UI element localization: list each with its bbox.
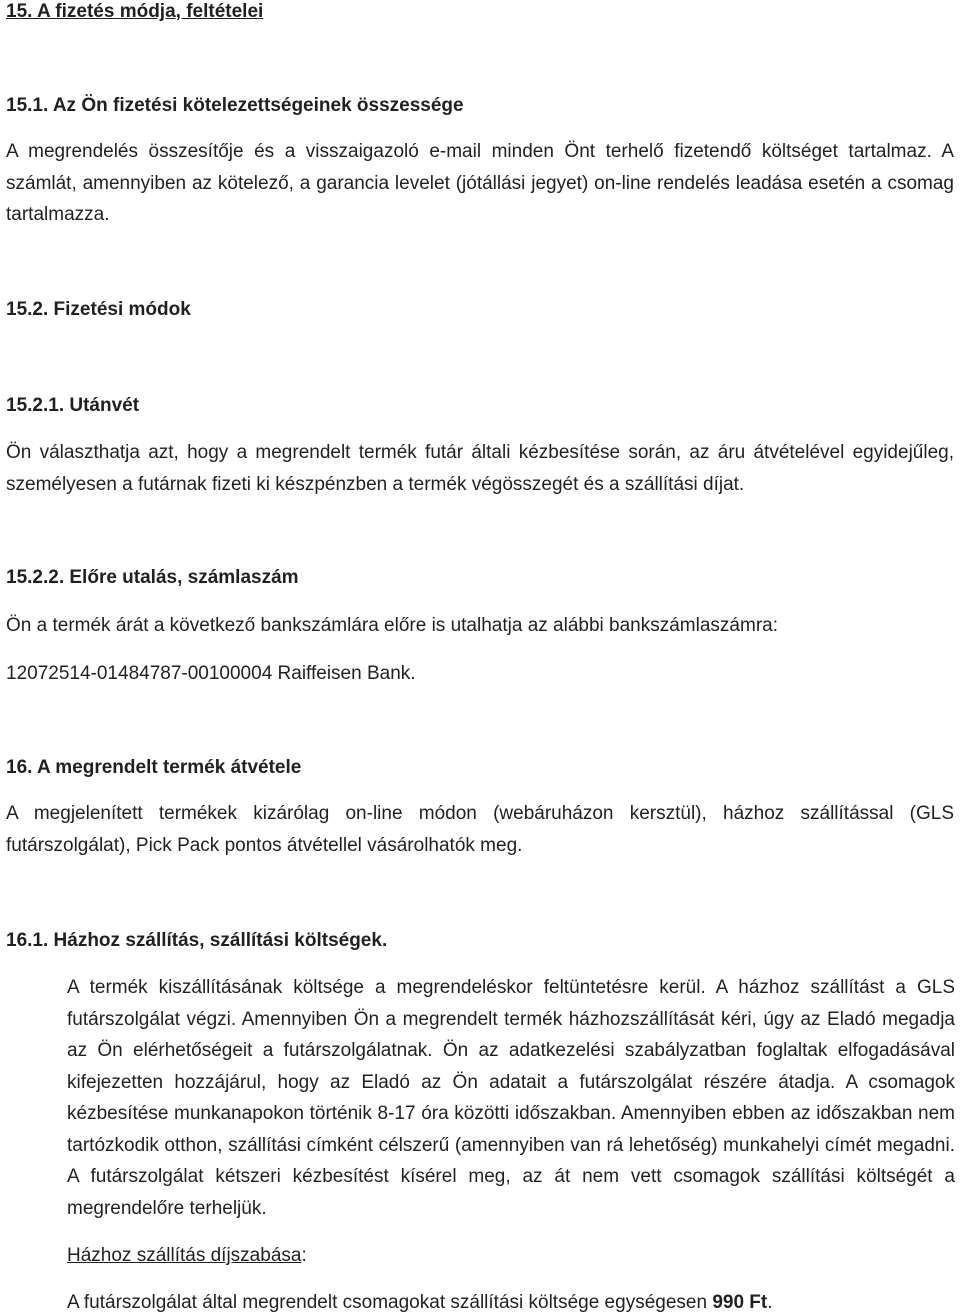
pricing-heading: [67, 1245, 955, 1267]
section-16-1-title: 16.1. Házhoz szállítás, szállítási költségek.: [6, 930, 388, 951]
section-16-title: 16. A megrendelt termék átvétele: [6, 757, 302, 778]
section-15-1-title: 15.1. Az Ön fizetési kötelezettségeinek összessége: [6, 95, 464, 116]
section-16-text: A megjelenített termékek kizárólag on-line módon (webáruházon kersztül), házhoz szállítással (GLS futárszolgálat), Pick Pack pontos átvétellel vásárolhatók meg.: [6, 803, 954, 856]
section-15-title: 15. A fizetés módja, feltételei: [6, 1, 264, 22]
bank-account: 12072514-01484787-00100004 Raiffeisen Bank.: [6, 663, 416, 684]
pricing-sentence: A futárszolgálat által megrendelt csomagokat szállítási költsége egységesen: [67, 1292, 713, 1313]
section-15-2-title: 15.2. Fizetési módok: [6, 299, 191, 320]
pricing-end: .: [767, 1292, 773, 1313]
section-15-2-1-text: Ön választhatja azt, hogy a megrendelt termék futár általi kézbesítése során, az áru átvételével egyidejűleg, személyesen a futárnak fizeti ki készpénzben a termék végösszegét és a szállítási díjat.: [6, 442, 954, 495]
pricing-amount: 990 Ft: [712, 1292, 768, 1313]
pricing-colon: :: [301, 1245, 307, 1266]
section-16-1-text: A termék kiszállításának költsége a megrendeléskor feltüntetésre kerül. A házhoz szállítást a GLS futárszolgálat végzi. Amennyiben Ön a megrendelt termék házhozszállítását kéri, úgy az Eladó megadja az Ön elérhetőségeit a futárszolgálatnak. Ön az adatkezelési szabályzatban foglaltak elfogadásával kifejezetten hozzájárul, hogy az Eladó az Ön adatait a futárszolgálat részére átadja. A csomagok kézbesítése munkanapokon történik 8-17 óra közötti időszakban. Amennyiben ebben az időszakban nem tartózkodik otthon, szállítási címként célszerű (amennyiben van rá lehetőség) munkahelyi címét megadni. A futárszolgálat kétszeri kézbesítést kísérel meg, az át nem vett csomagok szállítási költségét a megrendelőre terheljük.: [67, 977, 955, 1219]
section-15-2-2-text: Ön a termék árát a következő bankszámlára előre is utalhatja az alábbi bankszámlaszámra:: [6, 615, 778, 636]
section-15-2-2-title: 15.2.2. Előre utalás, számlaszám: [6, 567, 299, 588]
section-15-1-text: A megrendelés összesítője és a visszaigazoló e-mail minden Önt terhelő fizetendő költséget tartalmaz. A számlát, amennyiben az kötelező, a garancia levelet (jótállási jegyet) on-line rendelés leadása esetén a csomag tartalmazza.: [6, 141, 954, 225]
pricing-text: [67, 1292, 955, 1314]
section-15-2-1-title: 15.2.1. Utánvét: [6, 395, 140, 416]
pricing-label: Házhoz szállítás díjszabása: [67, 1245, 302, 1266]
